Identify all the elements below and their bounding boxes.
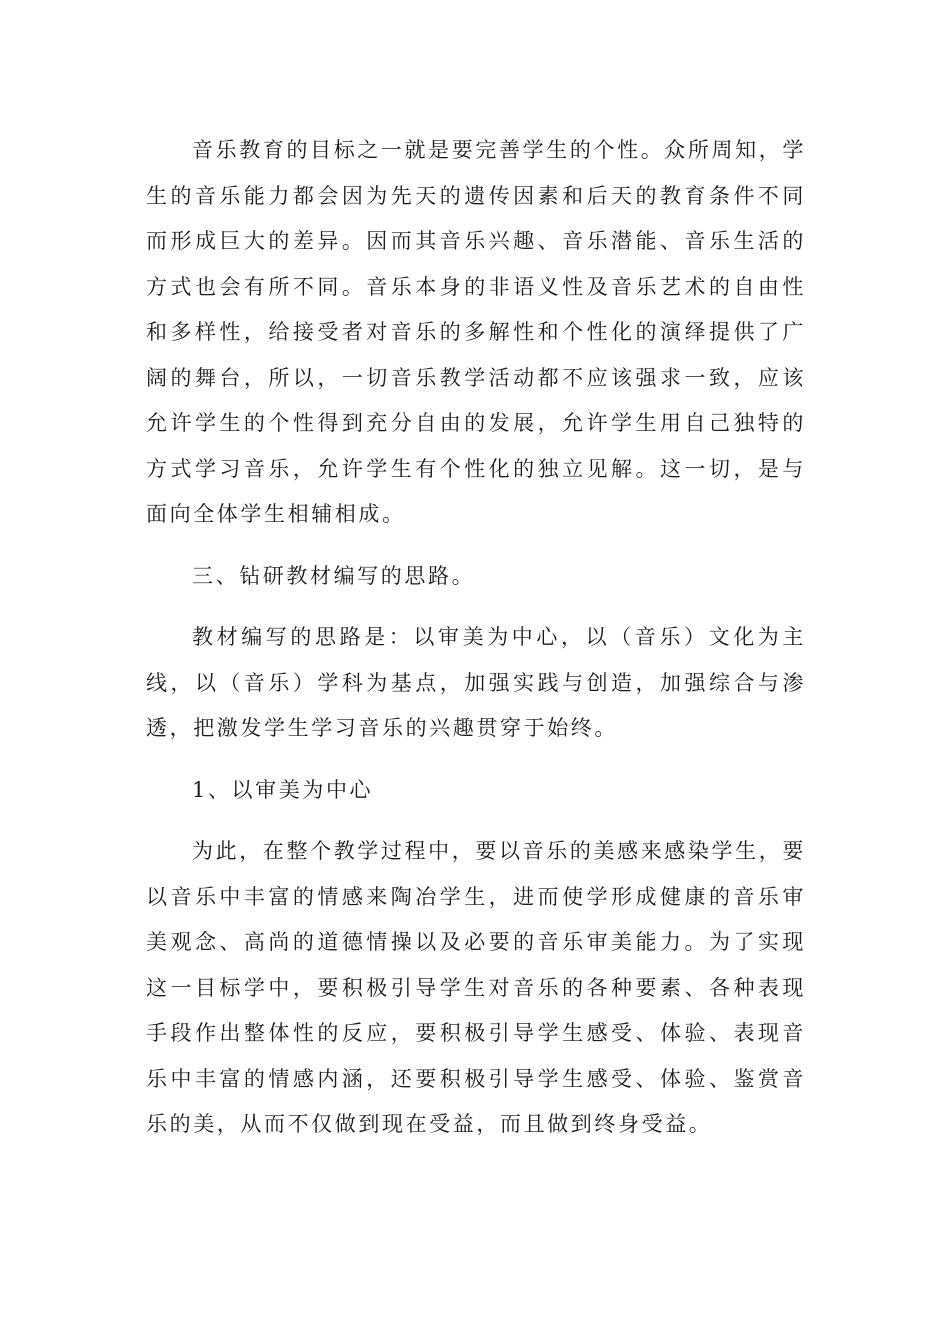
paragraph-textbook-approach: 教材编写的思路是：以审美为中心，以（音乐）文化为主线，以（音乐）学科为基点，加强实践与创造，加强综合与渗透，把激发学生学习音乐的兴趣贯穿于始终。 xyxy=(146,625,806,740)
paragraph-individuality: 音乐教育的目标之一就是要完善学生的个性。众所周知，学生的音乐能力都会因为先天的遗传因素和后天的教育条件不同而形成巨大的差异。因而其音乐兴趣、音乐潜能、音乐生活的方式也会有所不同。音乐本身的非语义性及音乐艺术的自由性和多样性，给接受者对音乐的多解性和个性化的演绎提供了广阔的舞台，所以，一切音乐教学活动都不应该强求一致，应该允许学生的个性得到充分自由的发展，允许学生用自己独特的方式学习音乐，允许学生有个性化的独立见解。这一切，是与面向全体学生相辅相成。 xyxy=(146,138,806,526)
paragraph-aesthetic-center: 为此，在整个教学过程中，要以音乐的美感来感染学生，要以音乐中丰富的情感来陶冶学生，进而使学形成健康的音乐审美观念、高尚的道德情操以及必要的音乐审美能力。为了实现这一目标学中，要积极引导学生对音乐的各种要素、各种表现手段作出整体性的反应，要积极引导学生感受、体验、表现音乐中丰富的情感内涵，还要积极引导学生感受、体验、鉴赏音乐的美，从而不仅做到现在受益，而且做到终身受益。 xyxy=(146,839,806,1136)
document-body xyxy=(146,128,806,1148)
subheading-aesthetic-center: 1、以审美为中心 xyxy=(192,777,374,802)
section-heading-textbook-approach: 三、钻研教材编写的思路。 xyxy=(192,563,476,588)
